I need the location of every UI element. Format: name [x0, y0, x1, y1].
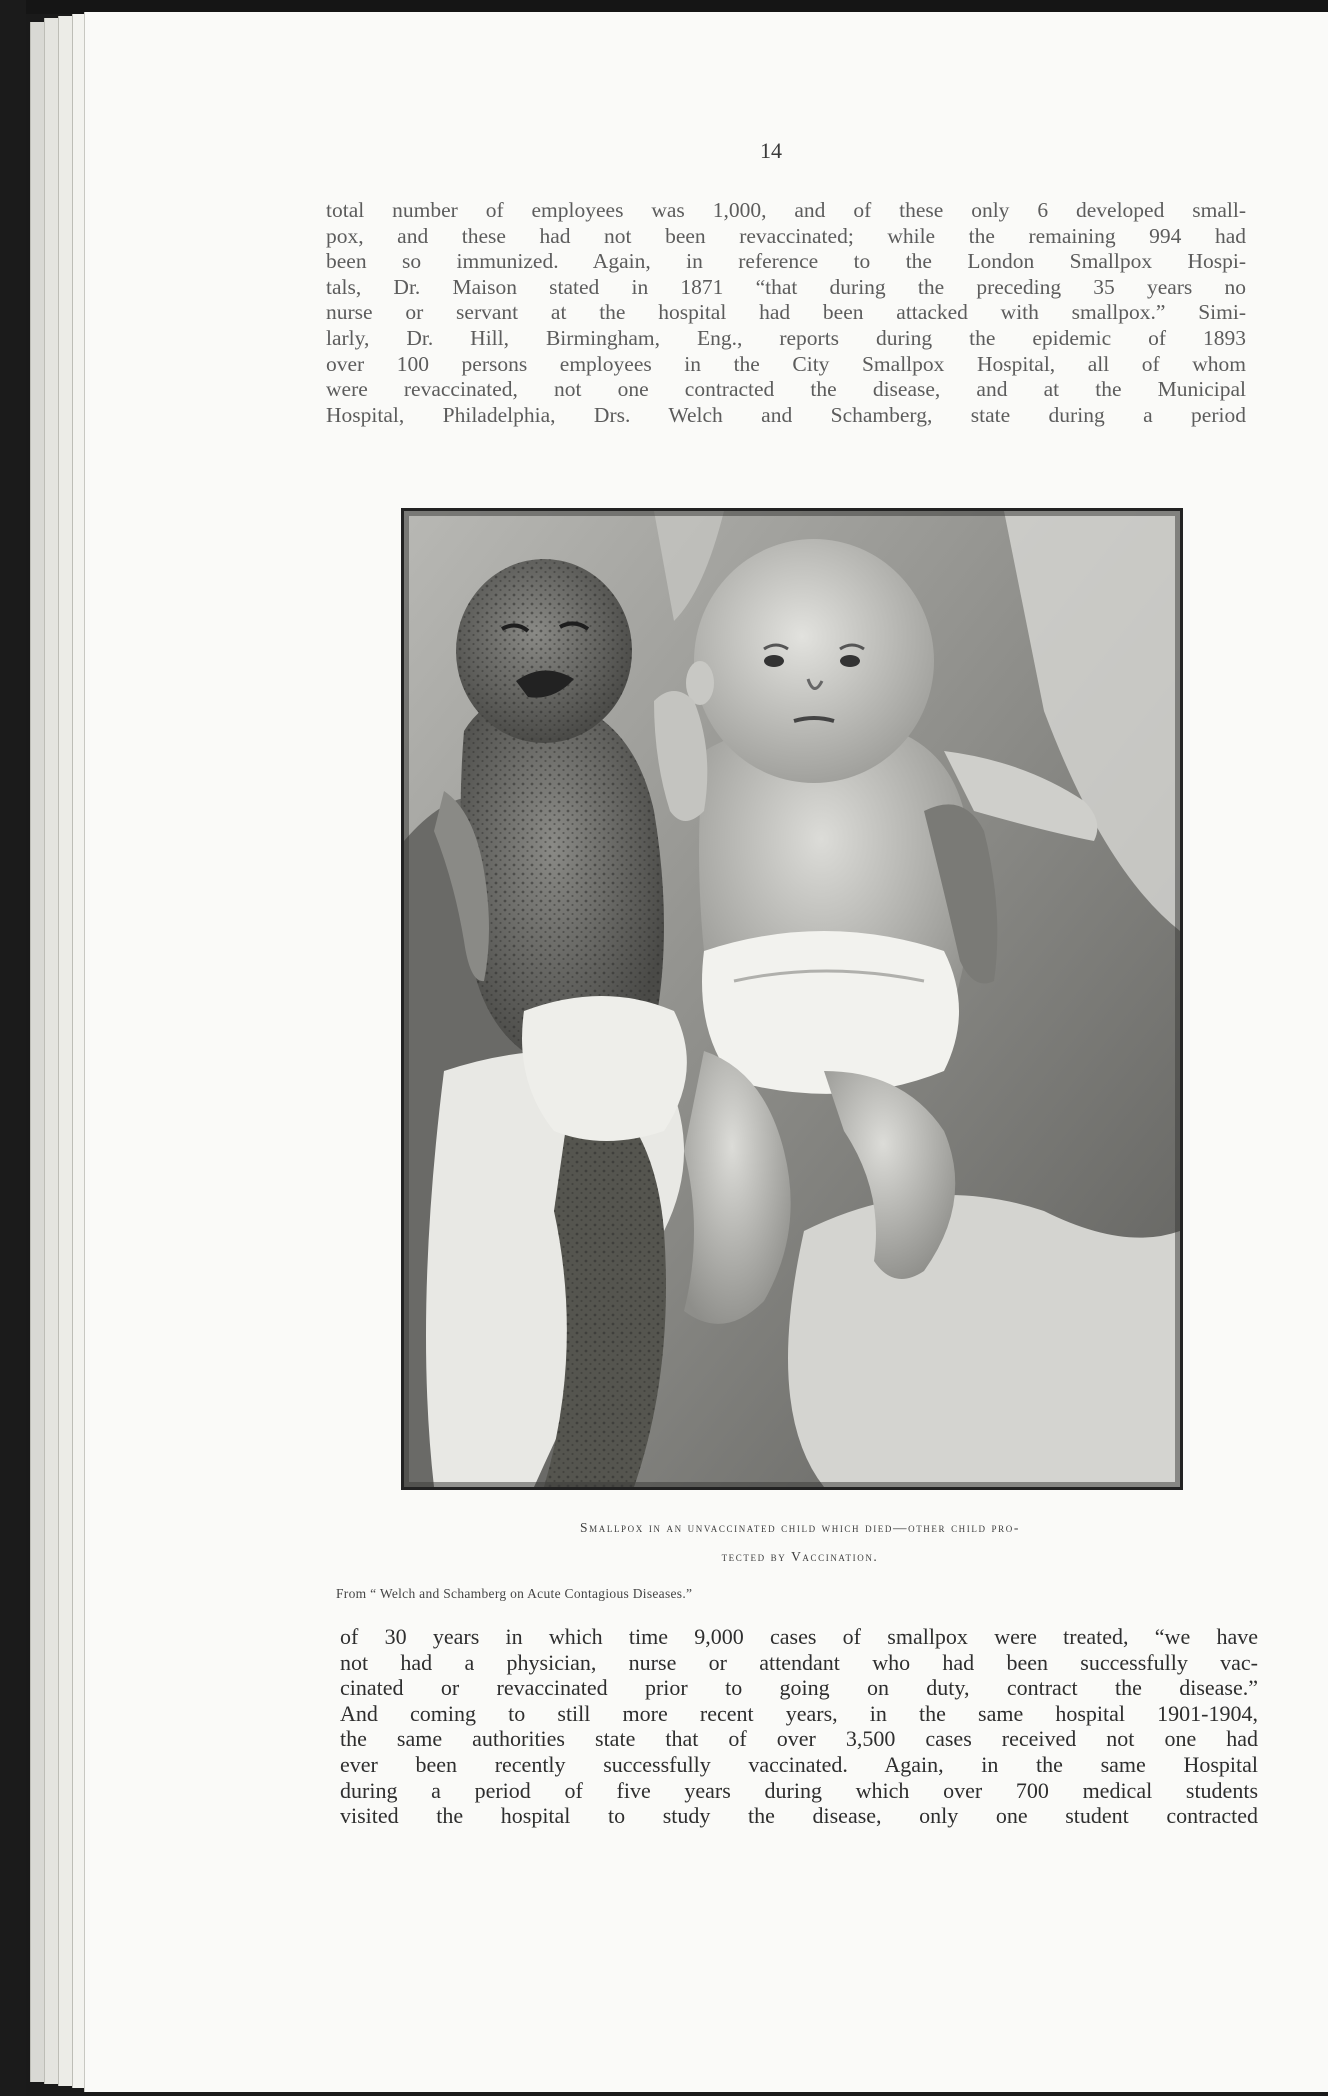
text-line: over 100 persons employees in the City Smallpox Hospital, all of whom [326, 351, 1246, 376]
scan-frame-left [0, 0, 26, 2096]
text-line: total number of employees was 1,000, and of these only 6 developed small- [326, 198, 1246, 222]
text-line: ever been recently successfully vaccinated. Again, in the same Hospital [340, 1751, 1258, 1777]
page-number: 14 [760, 138, 782, 163]
bottom-paragraph [340, 1624, 1258, 1829]
text-line: tals, Dr. Maison stated in 1871 “that during the preceding 35 years no [326, 274, 1246, 299]
text-line: nurse or servant at the hospital had been attacked with smallpox.” Simi- [326, 300, 1246, 325]
text-line: visited the hospital to study the disease, only one student contracted [340, 1803, 1258, 1829]
text-line: larly, Dr. Hill, Birmingham, Eng., reports during the epidemic of 1893 [326, 325, 1246, 350]
caption-line: Smallpox in an unvaccinated child which died—other child pro- [580, 1520, 1020, 1535]
text-line: were revaccinated, not one contracted the disease, and at the Municipal [326, 377, 1246, 402]
caption-line: tected by Vaccination. [721, 1549, 879, 1564]
text-line: And coming to still more recent years, in the same hospital 1901-1904, [340, 1700, 1258, 1726]
text-line: not had a physician, nurse or attendant who had been successfully vac- [340, 1649, 1258, 1675]
figure-source: From “ Welch and Schamberg on Acute Contagious Diseases.” [336, 1586, 693, 1601]
text-line: Hospital, Philadelphia, Drs. Welch and Schamberg, state during a period [326, 402, 1246, 427]
photograph-two-infants [401, 508, 1183, 1490]
figure-caption [340, 1513, 1260, 1571]
text-line: pox, and these had not been revaccinated; while the remaining 994 had [326, 223, 1246, 248]
photograph-illustration [404, 511, 1180, 1487]
text-line: been so immunized. Again, in reference to the London Smallpox Hospi- [326, 249, 1246, 274]
text-line: cinated or revaccinated prior to going on duty, contract the disease.” [340, 1675, 1258, 1701]
top-paragraph [326, 198, 1246, 428]
text-line: of 30 years in which time 9,000 cases of smallpox were treated, “we have [340, 1624, 1258, 1649]
text-line: the same authorities state that of over 3,500 cases received not one had [340, 1726, 1258, 1752]
text-line: during a period of five years during which over 700 medical students [340, 1777, 1258, 1803]
